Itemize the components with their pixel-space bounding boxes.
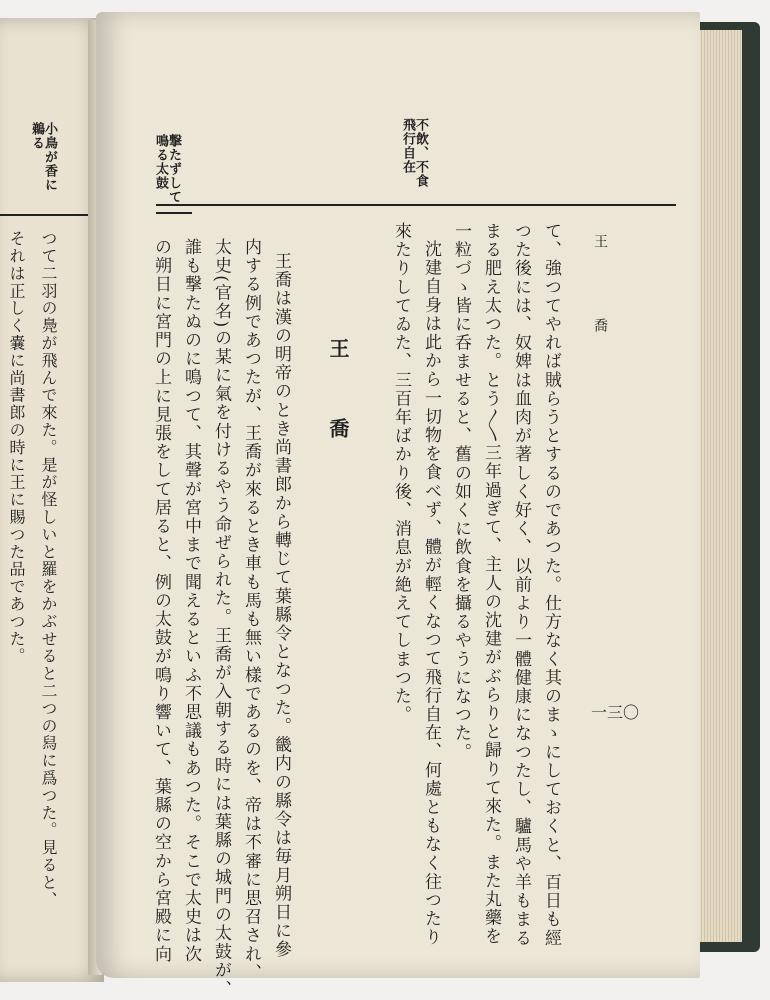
page-number: 一三〇 xyxy=(591,703,640,722)
headnote-drum: 撃たずして 鳴る太鼓 xyxy=(153,134,181,204)
text-line-11: の朔日に宮門の上に見張をして居ると、例の太鼓が鳴り響いて、葉縣の空から宮殿に向 xyxy=(151,238,171,964)
left-headnote: 小鳥が香に 鵜る xyxy=(29,122,57,192)
right-page xyxy=(96,12,700,999)
header-rule xyxy=(156,204,676,206)
text-line-4: 一粒づゝ皆に呑ませると、舊の如くに飲食を攝るやうになつた。 xyxy=(451,222,471,762)
header-rule-short xyxy=(156,212,192,214)
text-line-1: て、強つてやれば賊らうとするのであつた。仕方なく其のまゝにしておくと、百日も經 xyxy=(541,222,561,948)
left-header-rule xyxy=(0,214,100,216)
text-line-3: まる肥え太つた。とう〳〵三年過ぎて、主人の沈建がぶらりと歸りて來た。また丸藥を xyxy=(481,222,501,946)
text-line-8: 内する例であつたが、王喬が來るとき車も馬も無い樣であるのを、帝は不審に思召され、 xyxy=(241,238,261,982)
section-title: 王喬 xyxy=(326,338,350,498)
left-text-line-1: つて二羽の鳧が飛んで來た。是が怪しいと羅をかぶせると二つの舄に爲つた。見ると、 xyxy=(39,230,58,909)
text-line-9: 太史(官名)の某に氣を付けるやう命ぜられた。王喬が入朝する時には葉縣の城門の太鼓が、 xyxy=(211,238,231,999)
text-line-7: 王喬は漢の明帝のとき尚書郎から轉じて葉縣令となつた。畿内の縣令は毎月朔日に參 xyxy=(271,252,291,959)
text-line-5: 沈建自身は此から一切物を食べず、體が輕くなつて飛行自在、何處ともなく往つたり xyxy=(421,240,441,947)
text-line-10: 誰も撃たぬのに鳴つて、其聲が宮中まで聞えるといふ不思議もあつた。そこで太史は次 xyxy=(181,238,201,964)
headnote-flying: 不飲、不食 飛行自在 xyxy=(400,118,428,188)
running-header: 王喬 xyxy=(592,234,608,402)
left-text-line-2: それは正しく嚢に尚書郎の時に王に賜つた品であつた。 xyxy=(7,230,26,665)
text-line-2: つた後には、奴婢は血肉が著しく好く、以前より一體健康になつたし、驢馬や羊もまる xyxy=(511,222,531,948)
text-line-6: 來たりしてゐた、三百年ばかり後、消息が絶えてしまつた。 xyxy=(391,222,411,725)
